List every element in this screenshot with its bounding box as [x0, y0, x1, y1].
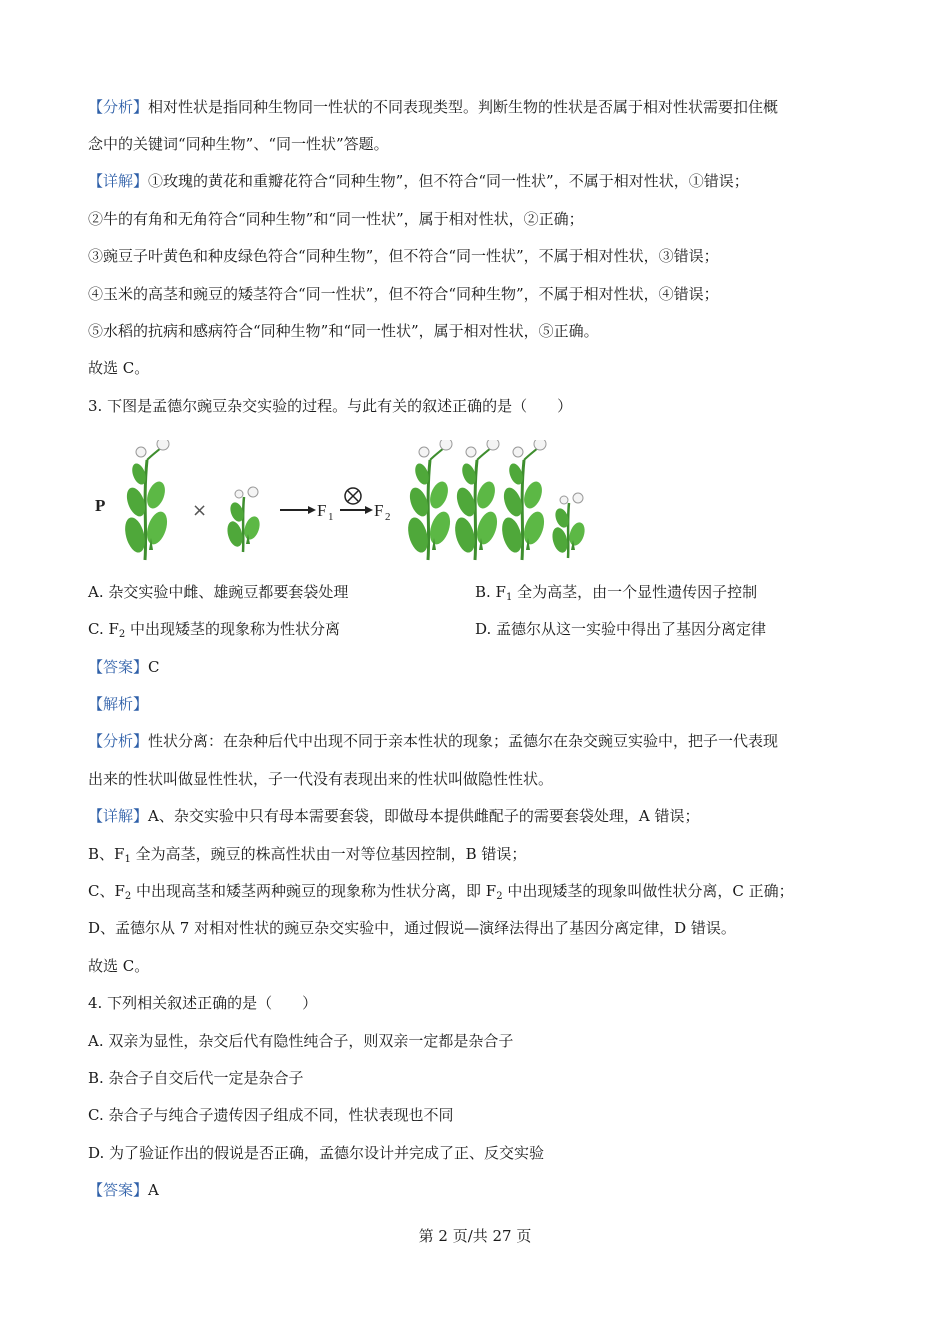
q4-option-d: D. 为了验证作出的假说是否正确，孟德尔设计并完成了正、反交实验 — [88, 1144, 545, 1162]
arrow-head-f2 — [365, 506, 373, 514]
p-label: P — [95, 496, 106, 515]
q3-conclusion: 故选 C。 — [88, 957, 150, 975]
f1-letter: F — [317, 501, 327, 520]
parent-tall-pea — [122, 440, 171, 560]
f1-sub: 1 — [328, 511, 334, 523]
f2-sub: 2 — [385, 511, 391, 523]
q3-answer: 【答案】C — [88, 658, 160, 676]
f2-tall-pea-1 — [405, 440, 454, 560]
q2-fenxi-line2: 念中的关键词“同种生物”、“同一性状”答题。 — [88, 135, 389, 153]
f2-short-pea — [550, 493, 587, 558]
q3-stem: 3. 下图是孟德尔豌豆杂交实验的过程。与此有关的叙述正确的是（ ） — [88, 397, 573, 415]
f2-tall-pea-3 — [499, 440, 548, 560]
q3-option-c: C. $F_2$ 中出现矮茎的现象称为性状分离 — [88, 620, 341, 640]
q2-fenxi-line1: 【分析】相对性状是指同种生物同一性状的不同表现类型。判断生物的性状是否属于相对性状需要扣住概 — [88, 98, 779, 116]
q4-option-b: B. 杂合子自交后代一定是杂合子 — [88, 1069, 304, 1087]
cross-symbol: × — [192, 500, 208, 521]
q4-answer: 【答案】A — [88, 1181, 159, 1199]
q3-jiexi-tag: 【解析】 — [88, 695, 149, 713]
q4-option-c: C. 杂合子与纯合子遗传因子组成不同，性状表现也不同 — [88, 1106, 454, 1124]
parent-short-pea — [225, 487, 262, 552]
f2-tall-pea-2 — [452, 440, 501, 560]
q2-detail5: ⑤水稻的抗病和感病符合“同种生物”和“同一性状”，属于相对性状，⑤正确。 — [88, 322, 599, 340]
q4-stem: 4. 下列相关叙述正确的是（ ） — [88, 994, 318, 1012]
fenxi-tag: 【分析】 — [88, 98, 149, 116]
q3-fenxi-line1: 【分析】性状分离：在杂种后代中出现不同于亲本性状的现象；孟德尔在杂交豌豆实验中，把子一代表现 — [88, 732, 779, 750]
q3-detail-b: B、$F_1$ 全为高茎，豌豆的株高性状由一对等位基因控制，B 错误； — [88, 845, 527, 865]
pea-cross-diagram — [90, 440, 600, 565]
q3-detail-c: C、$F_2$ 中出现高茎和矮茎两种豌豆的现象称为性状分离，即 $F_2$ 中出现矮茎的现象叫做性状分离，C 正确； — [88, 882, 794, 902]
q3-option-b: B. $F_1$ 全为高茎，由一个显性遗传因子控制 — [475, 583, 758, 603]
q4-option-a: A. 双亲为显性，杂交后代有隐性纯合子，则双亲一定都是杂合子 — [88, 1032, 514, 1050]
arrow-head-f1 — [308, 506, 316, 514]
q2-detail1: 【详解】①玫瑰的黄花和重瓣花符合“同种生物”，但不符合“同一性状”，不属于相对性状，①错误； — [88, 172, 749, 190]
q3-option-a: A. 杂交实验中雌、雄豌豆都要套袋处理 — [88, 583, 349, 601]
q2-detail4: ④玉米的高茎和豌豆的矮茎符合“同一性状”，但不符合“同种生物”，不属于相对性状，④错误； — [88, 285, 719, 303]
xiangjie-tag: 【详解】 — [88, 172, 149, 190]
q3-detail-a: 【详解】A、杂交实验中只有母本需要套袋，即做母本提供雌配子的需要套袋处理，A 错误； — [88, 807, 700, 825]
q2-conclusion: 故选 C。 — [88, 359, 150, 377]
f2-letter: F — [374, 501, 384, 520]
q3-option-d: D. 孟德尔从这一实验中得出了基因分离定律 — [475, 620, 767, 638]
q3-detail-d: D、孟德尔从 7 对相对性状的豌豆杂交实验中，通过假说—演绎法得出了基因分离定律，D 错误。 — [88, 919, 736, 937]
q2-detail3: ③豌豆子叶黄色和种皮绿色符合“同种生物”，但不符合“同一性状”，不属于相对性状，③错误； — [88, 247, 719, 265]
pea-cross-svg — [90, 440, 600, 565]
answer-tag: 【答案】 — [88, 658, 149, 676]
q2-detail2: ②牛的有角和无角符合“同种生物”和“同一性状”，属于相对性状，②正确； — [88, 210, 584, 228]
q3-fenxi-line2: 出来的性状叫做显性性状，子一代没有表现出来的性状叫做隐性性状。 — [88, 770, 554, 788]
page-footer: 第 2 页/共 27 页 — [418, 1227, 532, 1245]
